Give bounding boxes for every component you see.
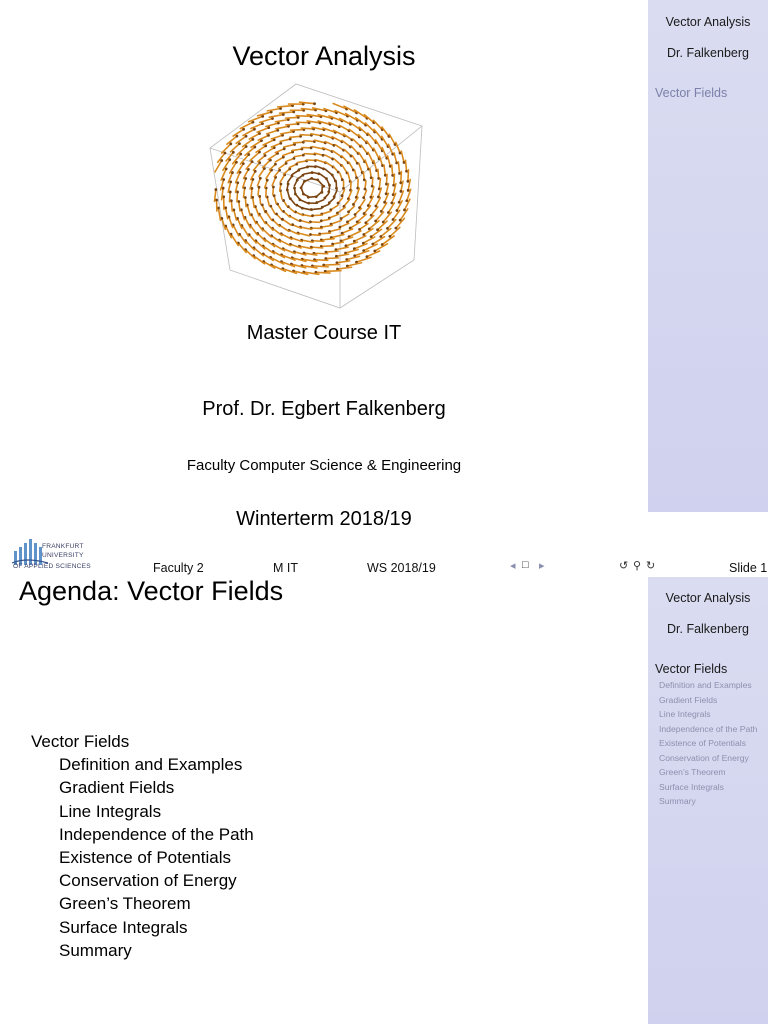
vector-arrow-shaft <box>382 136 388 146</box>
sidebar <box>648 0 768 512</box>
vector-arrow-shaft <box>405 160 406 171</box>
vector-arrow-shaft <box>254 256 265 264</box>
vector-arrow-shaft <box>331 235 344 238</box>
vector-arrow-shaft <box>376 198 381 206</box>
vector-arrow-head <box>362 196 365 199</box>
vector-arrow-shaft <box>393 210 400 219</box>
vector-arrow-shaft <box>363 237 374 243</box>
vector-arrow-shaft <box>256 146 266 152</box>
vector-arrow-shaft <box>347 263 361 266</box>
vector-arrow-shaft <box>271 135 282 139</box>
footer-slide-number: Slide 1 <box>729 561 768 575</box>
vector-arrow-shaft <box>371 207 378 215</box>
vector-arrow-head <box>245 135 248 138</box>
toc-subsection-item[interactable]: Independence of the Path <box>59 824 254 844</box>
footer-faculty: Faculty 2 <box>153 561 204 575</box>
sidebar-subsection-item[interactable]: Surface Integrals <box>659 781 724 792</box>
vector-arrow-shaft <box>357 214 366 222</box>
cube-edge <box>414 126 422 260</box>
vector-arrow-shaft <box>316 272 330 273</box>
toc-subsection-item[interactable]: Summary <box>59 940 132 960</box>
vector-arrow-shaft <box>389 134 395 144</box>
vector-arrow-shaft <box>388 203 394 213</box>
vector-arrow-shaft <box>291 130 304 131</box>
vector-arrow-shaft <box>347 256 360 259</box>
vector-arrow-shaft <box>236 136 246 143</box>
vector-arrow-shaft <box>243 139 253 146</box>
nav-prev-icon[interactable]: ◂ <box>510 560 516 572</box>
vector-arrow-shaft <box>273 220 280 227</box>
vector-arrow-shaft <box>351 146 358 154</box>
vector-arrow-shaft <box>374 148 379 159</box>
vector-arrow-shaft <box>268 153 277 159</box>
vector-arrow-shaft <box>234 210 237 220</box>
vector-arrow-shaft <box>298 233 309 236</box>
vector-arrow-shaft <box>256 222 262 231</box>
sidebar-subsection-item[interactable]: Line Integrals <box>659 709 711 719</box>
vector-arrow-shaft <box>379 179 380 189</box>
vector-arrow-shaft <box>401 151 404 162</box>
vector-arrow-shaft <box>245 217 250 227</box>
vector-arrow-shaft <box>329 214 338 218</box>
vector-arrow-shaft <box>296 116 311 117</box>
vector-arrow-shaft <box>231 144 240 152</box>
vector-arrow-head <box>338 226 341 229</box>
sidebar-subsection-item[interactable]: Independence of the Path <box>659 723 758 734</box>
vector-arrow-head <box>224 152 227 155</box>
sidebar-subsection-item[interactable]: Definition and Examples <box>659 680 752 690</box>
agenda-slide <box>0 577 768 1024</box>
vector-arrow-head <box>293 157 296 160</box>
vector-arrow-shaft <box>359 163 362 172</box>
vector-arrow-shaft <box>251 124 263 129</box>
vector-arrow-shaft <box>367 141 374 150</box>
vector-arrow-shaft <box>251 215 255 224</box>
vector-arrow-head <box>293 187 296 190</box>
vector-arrow-shaft <box>368 133 376 143</box>
vector-arrow-shaft <box>245 250 255 259</box>
toc-subsection-list <box>31 753 254 962</box>
vector-arrow-shaft <box>259 168 264 176</box>
toc-subsection-item[interactable]: Definition and Examples <box>59 755 243 775</box>
presentation-date: Winterterm 2018/19 <box>236 508 412 530</box>
vector-arrow-head <box>215 199 218 202</box>
vector-arrow-shaft <box>272 228 281 235</box>
vector-arrow-shaft <box>333 151 342 157</box>
vector-arrow-shaft <box>374 129 382 139</box>
vector-arrow-head <box>327 190 330 193</box>
vector-arrow-shaft <box>233 225 239 236</box>
vector-arrow-shaft <box>259 214 265 223</box>
vector-arrow-shaft <box>359 152 365 161</box>
vector-arrow-shaft <box>229 217 233 228</box>
vector-arrow-shaft <box>266 170 272 178</box>
vector-arrow-shaft <box>271 143 280 147</box>
vector-arrow-shaft <box>237 218 241 228</box>
vector-arrow-head <box>340 217 343 220</box>
vector-arrow-head <box>261 122 264 125</box>
vector-arrow-head <box>341 194 344 197</box>
cube-top-face <box>210 84 422 192</box>
vector-arrow-head <box>282 113 285 116</box>
toc-subsection-item[interactable]: Conservation of Energy <box>59 871 237 891</box>
vector-arrow-shaft <box>255 207 259 216</box>
vector-arrow-shaft <box>349 129 359 137</box>
vector-arrow-shaft <box>376 140 383 151</box>
vector-arrow-shaft <box>254 248 263 256</box>
vector-arrow-shaft <box>280 139 290 141</box>
vector-arrow-head <box>251 196 254 199</box>
vector-arrow-shaft <box>240 122 253 128</box>
vector-arrow-shaft <box>398 162 399 173</box>
vector-arrow-shaft <box>266 123 279 126</box>
vector-arrow-shaft <box>262 229 271 237</box>
vector-arrow-shaft <box>301 128 313 129</box>
vector-arrow-shaft <box>336 247 348 249</box>
vector-arrow-head <box>392 218 395 221</box>
vector-arrow-shaft <box>247 205 250 215</box>
vector-arrow-head <box>259 177 262 180</box>
vector-arrow-shaft <box>313 215 323 216</box>
vector-arrow-head <box>311 214 314 217</box>
vector-arrow-head <box>407 189 410 192</box>
vector-arrow-shaft <box>347 216 355 222</box>
vector-arrow-shaft <box>280 225 289 231</box>
sidebar <box>648 577 768 1024</box>
vector-arrow-shaft <box>388 156 391 166</box>
vector-arrow-shaft <box>353 139 361 146</box>
toc-subsection-item[interactable]: Existence of Potentials <box>59 848 231 868</box>
vector-arrow-head <box>280 183 283 186</box>
vector-arrow-shaft <box>312 241 324 242</box>
university-logo <box>4 537 94 575</box>
vector-arrow-head <box>322 154 325 157</box>
toc-subsection-item[interactable]: Green’s Theorem <box>59 894 191 914</box>
vector-arrow-shaft <box>322 211 331 214</box>
sidebar-section-vector-fields[interactable]: Vector Fields <box>655 662 728 676</box>
vector-arrow-head <box>287 183 290 186</box>
vector-arrow-head <box>258 132 261 135</box>
vector-arrow-shaft <box>316 160 325 163</box>
vector-arrow-shaft <box>311 247 322 248</box>
sidebar-title[interactable]: Vector Analysis <box>665 15 751 29</box>
vector-arrow-shaft <box>387 220 395 229</box>
vector-arrow-shaft <box>365 160 368 169</box>
vector-arrow-shaft <box>229 192 230 202</box>
vector-arrow-shaft <box>341 237 353 241</box>
vector-arrow-shaft <box>336 254 348 256</box>
toc-subsection-item[interactable]: Gradient Fields <box>59 778 175 798</box>
nav-back-icon[interactable]: ↺ <box>619 560 629 572</box>
presentation-title: Vector Analysis <box>232 41 416 71</box>
sidebar-author[interactable]: Dr. Falkenberg <box>667 46 749 60</box>
vector-arrow-shaft <box>231 234 238 245</box>
vector-arrow-shaft <box>321 225 332 227</box>
vector-arrow-head <box>283 147 286 150</box>
vector-arrow-head <box>405 170 408 173</box>
presentation-author: Prof. Dr. Egbert Falkenberg <box>202 398 446 420</box>
vector-arrow-shaft <box>366 216 374 223</box>
vector-arrow-shaft <box>408 170 409 182</box>
vector-arrow-shaft <box>246 241 255 250</box>
vector-arrow-shaft <box>349 231 361 237</box>
vector-arrow-shaft <box>367 251 380 257</box>
vector-arrow-shaft <box>294 142 304 143</box>
vector-arrow-head <box>264 210 267 213</box>
vector-arrow-head <box>400 190 403 193</box>
vector-arrow-shaft <box>264 148 274 154</box>
vector-arrow-shaft <box>326 251 338 252</box>
sidebar-subsection-item[interactable]: Conservation of Energy <box>659 752 749 763</box>
logo-text-line3: OF APPLIED SCIENCES <box>13 563 91 570</box>
vector-arrow-head <box>274 163 277 166</box>
vector-arrow-shaft <box>297 161 306 163</box>
vector-arrow-shaft <box>264 239 274 247</box>
vector-arrow-shaft <box>354 244 367 249</box>
vector-arrow-shaft <box>381 203 386 212</box>
vector-arrow-shaft <box>326 258 339 259</box>
vector-arrow-shaft <box>358 135 366 143</box>
vector-arrow-shaft <box>325 271 341 272</box>
vector-arrow-shaft <box>279 240 290 246</box>
vector-arrow-shaft <box>286 117 299 118</box>
vector-arrow-shaft <box>249 116 263 121</box>
nav-next-icon[interactable]: ▸ <box>539 560 545 572</box>
vector-arrow-head <box>337 202 340 205</box>
vector-arrow-shaft <box>246 162 252 170</box>
vector-arrow-shaft <box>275 120 288 122</box>
vector-arrow-shaft <box>342 141 350 147</box>
vector-arrow-shaft <box>275 149 284 153</box>
presentation-institute: Faculty Computer Science & Engineering <box>186 457 462 474</box>
vector-arrow-shaft <box>263 246 274 254</box>
vector-arrow-head <box>321 206 324 209</box>
vector-arrow-head <box>299 219 302 222</box>
vector-arrow-shaft <box>280 112 294 113</box>
vector-arrow-shaft <box>249 235 256 243</box>
vector-arrow-shaft <box>365 123 374 132</box>
vector-arrow-shaft <box>339 125 349 130</box>
vector-arrow-shaft <box>281 132 294 134</box>
vector-arrow-shaft <box>243 129 254 135</box>
vector-arrow-head <box>396 209 399 212</box>
vector-arrow-shaft <box>269 115 283 118</box>
vector-arrow-shaft <box>354 236 365 241</box>
vector-arrow-shaft <box>251 141 261 148</box>
vector-arrow-shaft <box>322 134 333 138</box>
vector-arrow-shaft <box>324 264 339 265</box>
vector-arrow-head <box>335 187 338 190</box>
vector-arrow-shaft <box>360 200 365 208</box>
vector-arrow-shaft <box>346 250 359 253</box>
vector-arrow-shaft <box>290 216 299 221</box>
vector-arrow-head <box>222 178 225 181</box>
vector-arrow-shaft <box>284 144 295 147</box>
vector-arrow-shaft <box>238 243 246 252</box>
vector-arrow-shaft <box>300 135 311 136</box>
vector-arrow-shaft <box>266 223 273 231</box>
vector-arrow-shaft <box>315 140 326 143</box>
vector-arrow-shaft <box>321 246 333 247</box>
toc-subsection-item[interactable]: Surface Integrals <box>59 917 188 937</box>
vector-arrow-shaft <box>311 209 321 210</box>
toc-section[interactable]: Vector Fields <box>31 732 130 751</box>
vector-arrow-shaft <box>371 187 374 197</box>
vector-arrow-head <box>347 210 350 213</box>
vector-arrow-shaft <box>267 109 280 111</box>
frame-title: Agenda: Vector Fields <box>19 576 284 606</box>
nav-forward-icon[interactable]: ↻ <box>646 560 656 572</box>
vector-arrow-shaft <box>260 119 273 123</box>
vector-arrow-shaft <box>368 152 373 162</box>
vector-arrow-shaft <box>286 124 298 125</box>
vector-arrows <box>214 102 410 274</box>
vector-arrow-shaft <box>382 127 389 136</box>
vector-arrow-shaft <box>394 153 397 163</box>
vector-arrow-shaft <box>250 225 257 235</box>
vector-arrow-head <box>354 213 357 216</box>
toc-subsection-item[interactable]: Line Integrals <box>59 801 162 821</box>
vector-arrow-shaft <box>237 192 238 202</box>
vector-arrow-shaft <box>263 160 271 168</box>
vector-arrow-shaft <box>392 165 393 176</box>
vector-arrow-shaft <box>310 235 320 236</box>
vector-arrow-shaft <box>258 112 272 116</box>
vector-arrow-shaft <box>369 221 379 229</box>
vector-arrow-shaft <box>361 145 367 153</box>
sidebar-author[interactable]: Dr. Falkenberg <box>667 622 749 636</box>
vector-arrow-shaft <box>356 188 359 197</box>
sidebar-subsection-item[interactable]: Summary <box>659 796 696 806</box>
vector-arrow-shaft <box>222 144 231 153</box>
sidebar-subsection-item[interactable]: Existence of Potentials <box>659 738 746 748</box>
vector-arrow-shaft <box>253 197 254 207</box>
vector-arrow-head <box>242 128 245 131</box>
vector-arrow-head <box>244 177 247 180</box>
vector-arrow-shaft <box>337 261 350 263</box>
vector-field-plot <box>200 80 432 310</box>
vector-arrow-head <box>323 197 326 200</box>
vector-arrow-shaft <box>342 156 348 163</box>
vector-arrow-shaft <box>304 141 314 142</box>
vector-arrow-shaft <box>258 156 265 162</box>
vector-arrow-shaft <box>330 229 341 232</box>
vector-arrow-shaft <box>374 120 383 129</box>
vector-arrow-shaft <box>250 152 259 160</box>
sidebar-title[interactable]: Vector Analysis <box>665 591 751 605</box>
vector-arrow-shaft <box>226 226 232 238</box>
vector-arrow-shaft <box>226 208 228 219</box>
vector-arrow-shaft <box>350 122 361 129</box>
vector-arrow-shaft <box>239 202 240 211</box>
vector-arrow-shaft <box>355 251 369 256</box>
logo-text-line1: FRANKFURT <box>42 543 84 550</box>
cube-edge <box>210 148 230 270</box>
vector-arrow-shaft <box>314 260 327 261</box>
vector-arrow-shaft <box>292 149 302 151</box>
vector-arrow-head <box>313 102 316 105</box>
vector-arrow-head <box>247 153 250 156</box>
logo-text-line2: UNIVERSITY <box>42 552 84 559</box>
vector-arrow-shaft <box>401 171 402 182</box>
vector-arrow-shaft <box>266 211 272 220</box>
sidebar-subsection-item[interactable]: Gradient Fields <box>659 694 718 705</box>
vector-arrow-shaft <box>384 165 385 175</box>
vector-arrow-shaft <box>275 157 283 162</box>
vector-arrow-shaft <box>257 128 269 133</box>
vector-arrow-shaft <box>231 201 232 211</box>
vector-arrow-shaft <box>283 152 293 156</box>
vector-arrow-shaft <box>320 233 331 234</box>
nav-frame-icon[interactable]: □ <box>522 559 529 571</box>
presentation-subtitle: Master Course IT <box>246 322 402 344</box>
vector-arrow-shaft <box>241 210 244 220</box>
vector-arrow-shaft <box>334 159 341 165</box>
table-of-contents <box>31 730 254 962</box>
vector-arrow-shaft <box>263 140 274 145</box>
sidebar-subsection-item[interactable]: Green’s Theorem <box>659 767 726 777</box>
vector-arrow-shaft <box>233 129 243 136</box>
vector-arrow-shaft <box>321 239 334 240</box>
vector-arrow-head <box>281 218 284 221</box>
vector-arrow-shaft <box>364 206 370 214</box>
sidebar-section-vector-fields[interactable]: Vector Fields <box>655 86 728 100</box>
vector-arrow-shaft <box>276 126 289 128</box>
nav-search-icon[interactable]: ⚲ <box>633 560 642 572</box>
vector-arrow-shaft <box>258 135 268 140</box>
vector-arrow-shaft <box>333 242 344 244</box>
vector-arrow-shaft <box>267 130 278 134</box>
vector-arrow-shaft <box>244 169 249 178</box>
vector-arrow-shaft <box>386 174 387 184</box>
vector-arrow-shaft <box>249 134 259 140</box>
vector-arrow-shaft <box>242 225 249 236</box>
vector-arrow-shaft <box>282 219 291 225</box>
footer-term: WS 2018/19 <box>367 561 436 575</box>
vector-arrow-shaft <box>357 257 371 262</box>
vector-arrow-head <box>279 142 282 145</box>
vector-arrow-shaft <box>244 188 245 198</box>
vector-arrow-head <box>232 151 235 154</box>
vector-arrow-shaft <box>337 207 345 213</box>
vector-arrow-shaft <box>350 222 360 228</box>
footer-navbar <box>0 537 768 577</box>
vector-arrow-shaft <box>374 161 377 171</box>
vector-arrow-shaft <box>340 223 349 227</box>
vector-arrow-shaft <box>240 234 246 243</box>
vector-arrow-shaft <box>376 212 384 221</box>
vector-arrow-shaft <box>290 136 301 137</box>
vector-arrow-shaft <box>243 178 246 187</box>
vector-arrow-shaft <box>342 229 352 233</box>
vector-arrow-shaft <box>335 145 343 150</box>
vector-arrow-shaft <box>394 174 395 185</box>
vector-arrow-shaft <box>360 224 368 230</box>
footer-course: M IT <box>273 561 298 575</box>
vector-arrow-shaft <box>236 172 240 182</box>
vector-arrow-head <box>320 191 323 194</box>
vector-arrow-head <box>214 188 217 191</box>
vector-arrow-shaft <box>278 106 293 107</box>
vector-arrow-shaft <box>346 242 358 246</box>
vector-arrow-shaft <box>312 266 328 267</box>
